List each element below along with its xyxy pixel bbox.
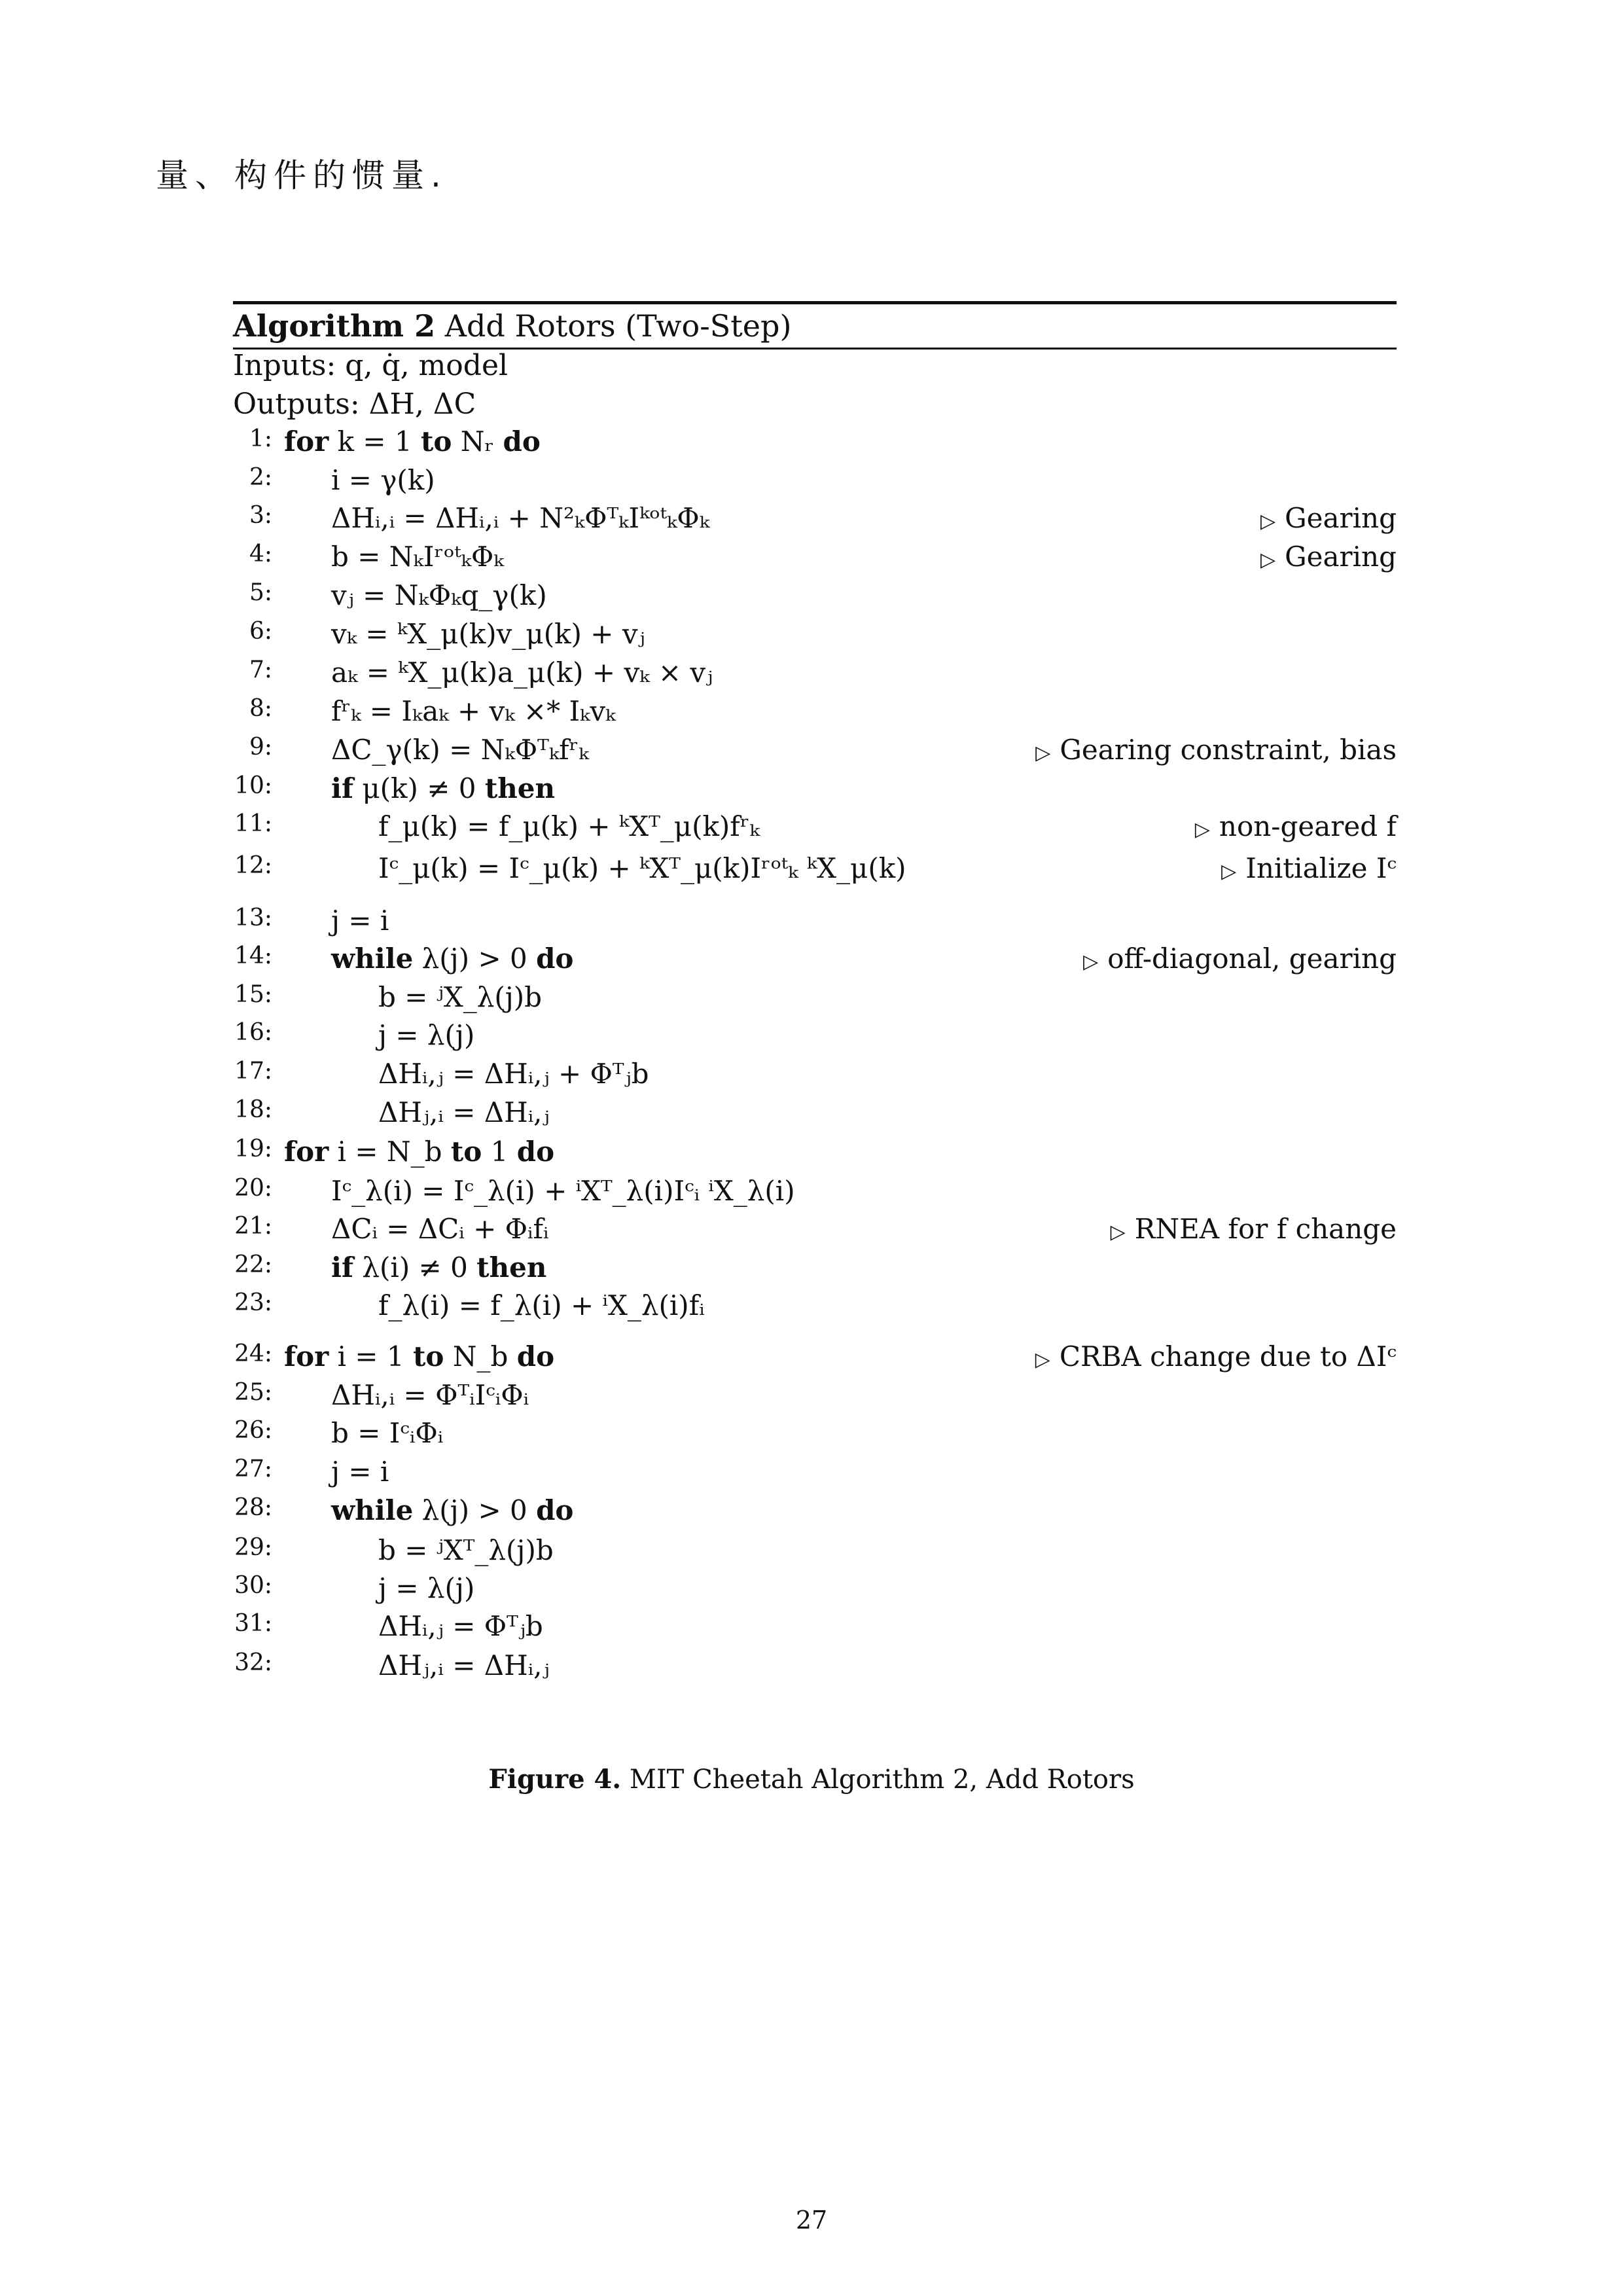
- line-statement: vⱼ = NₖΦₖq_γ(k): [331, 579, 547, 611]
- algorithm-line: [233, 1649, 1397, 1686]
- algorithm-line: [233, 734, 1397, 770]
- comment-triangle-icon: ▷: [1083, 950, 1099, 973]
- line-statement: ΔC_γ(k) = NₖΦᵀₖfʳₖ: [331, 734, 589, 766]
- line-statement: b = IᶜᵢΦᵢ: [331, 1417, 444, 1449]
- line-number: 24:: [234, 1340, 272, 1367]
- line-number: 30:: [234, 1572, 272, 1599]
- line-statement: while λ(j) > 0 do: [331, 942, 574, 975]
- line-number: 17:: [234, 1058, 272, 1085]
- algorithm-line: [233, 810, 1397, 847]
- algorithm-line: [233, 1494, 1397, 1531]
- algorithm-line: [233, 1417, 1397, 1454]
- line-statement: b = ʲX_λ(j)b: [378, 981, 543, 1013]
- comment-text: non-geared f: [1219, 810, 1397, 842]
- algorithm-line: [233, 1456, 1397, 1492]
- line-number: 3:: [249, 502, 272, 529]
- comment-text: RNEA for f change: [1134, 1213, 1397, 1245]
- algorithm-name: Add Rotors (Two-Step): [444, 308, 792, 344]
- comment-triangle-icon: ▷: [1194, 818, 1210, 841]
- algorithm-line: [233, 1175, 1397, 1211]
- algorithm-line: [233, 1534, 1397, 1571]
- comment-text: CRBA change due to ΔIᶜ: [1059, 1340, 1397, 1372]
- algorithm-title: [233, 304, 1397, 348]
- line-number: 4:: [249, 541, 272, 567]
- comment-text: Gearing constraint, bias: [1060, 734, 1397, 766]
- line-comment: [1221, 852, 1397, 884]
- inputs-line: Inputs: q, q̇, model: [233, 349, 508, 382]
- algorithm-line: [233, 502, 1397, 539]
- line-number: 25:: [234, 1379, 272, 1406]
- caption-label: Figure 4.: [488, 1764, 622, 1795]
- algorithm-line: [233, 1572, 1397, 1609]
- line-number: 19:: [234, 1136, 272, 1162]
- line-statement: for k = 1 to Nᵣ do: [284, 425, 541, 457]
- line-statement: b = ʲXᵀ_λ(j)b: [378, 1534, 554, 1566]
- line-number: 12:: [234, 852, 272, 879]
- line-number: 32:: [234, 1649, 272, 1676]
- line-statement: for i = 1 to N_b do: [284, 1340, 555, 1372]
- line-number: 8:: [249, 695, 272, 722]
- line-number: 2:: [249, 464, 272, 491]
- algorithm-line: [233, 942, 1397, 979]
- comment-triangle-icon: ▷: [1260, 510, 1276, 533]
- line-comment: [1035, 1340, 1397, 1372]
- line-statement: fʳₖ = Iₖaₖ + vₖ ×* Iₖvₖ: [331, 695, 616, 727]
- line-number: 13:: [234, 905, 272, 931]
- line-statement: Iᶜ_μ(k) = Iᶜ_μ(k) + ᵏXᵀ_μ(k)Iʳᵒᵗₖ ᵏX_μ(k): [378, 852, 906, 884]
- algorithm-line: [233, 1213, 1397, 1249]
- line-statement: if λ(i) ≠ 0 then: [331, 1251, 547, 1283]
- line-number: 6:: [249, 618, 272, 645]
- algorithm-line: [233, 1251, 1397, 1288]
- line-comment: [1260, 502, 1397, 534]
- line-number: 1:: [249, 425, 272, 452]
- intro-text: 量、构件的惯量.: [156, 156, 448, 194]
- line-statement: ΔHⱼ,ᵢ = ΔHᵢ,ⱼ: [378, 1096, 550, 1128]
- page-number: 27: [795, 2206, 828, 2234]
- line-number: 7:: [249, 656, 272, 683]
- algorithm-label: Algorithm 2: [233, 308, 436, 344]
- line-statement: if μ(k) ≠ 0 then: [331, 772, 556, 804]
- algorithm-line: [233, 425, 1397, 462]
- algorithm-line: [233, 852, 1397, 889]
- algorithm-line: [233, 905, 1397, 941]
- algorithm-line: [233, 1096, 1397, 1133]
- line-statement: Iᶜ_λ(i) = Iᶜ_λ(i) + ⁱXᵀ_λ(i)Iᶜᵢ ⁱX_λ(i): [331, 1175, 795, 1207]
- line-number: 10:: [234, 772, 272, 799]
- comment-triangle-icon: ▷: [1221, 860, 1237, 883]
- caption-text: MIT Cheetah Algorithm 2, Add Rotors: [629, 1765, 1135, 1795]
- algorithm-header: [233, 301, 1397, 350]
- algorithm-line: [233, 541, 1397, 577]
- line-statement: j = i: [331, 905, 389, 937]
- algorithm-line: [233, 464, 1397, 501]
- line-number: 20:: [234, 1175, 272, 1202]
- comment-triangle-icon: ▷: [1035, 1348, 1050, 1371]
- line-comment: [1195, 810, 1397, 842]
- line-comment: [1083, 942, 1397, 975]
- line-number: 26:: [234, 1417, 272, 1444]
- algorithm-line: [233, 1379, 1397, 1416]
- comment-triangle-icon: ▷: [1260, 548, 1276, 571]
- figure-caption: [0, 1764, 1623, 1795]
- line-number: 9:: [249, 734, 272, 761]
- outputs-line: Outputs: ΔH, ΔC: [233, 387, 476, 421]
- algorithm-line: [233, 1289, 1397, 1326]
- comment-text: Gearing: [1285, 502, 1397, 534]
- algorithm-line: [233, 695, 1397, 732]
- algorithm-line: [233, 579, 1397, 616]
- line-statement: i = γ(k): [331, 464, 435, 496]
- line-statement: for i = N_b to 1 do: [284, 1136, 555, 1168]
- line-comment: [1111, 1213, 1397, 1245]
- algorithm-line: [233, 1019, 1397, 1056]
- line-number: 23:: [234, 1289, 272, 1316]
- line-number: 18:: [234, 1096, 272, 1123]
- line-statement: ΔCᵢ = ΔCᵢ + Φᵢfᵢ: [331, 1213, 549, 1245]
- comment-triangle-icon: ▷: [1035, 742, 1051, 764]
- line-statement: j = i: [331, 1456, 389, 1488]
- line-comment: [1260, 541, 1397, 573]
- algorithm-line: [233, 1610, 1397, 1647]
- line-statement: ΔHᵢ,ⱼ = Φᵀⱼb: [378, 1610, 543, 1642]
- line-number: 16:: [234, 1019, 272, 1046]
- algorithm-line: [233, 618, 1397, 655]
- line-number: 29:: [234, 1534, 272, 1561]
- line-statement: aₖ = ᵏX_μ(k)a_μ(k) + vₖ × vⱼ: [331, 656, 713, 689]
- algorithm-line: [233, 656, 1397, 693]
- comment-triangle-icon: ▷: [1110, 1221, 1126, 1244]
- line-statement: ΔHⱼ,ᵢ = ΔHᵢ,ⱼ: [378, 1649, 550, 1681]
- line-statement: ΔHᵢ,ᵢ = ΔHᵢ,ᵢ + N²ₖΦᵀₖIᵏᵒᵗₖΦₖ: [331, 502, 710, 534]
- line-number: 31:: [234, 1610, 272, 1637]
- line-number: 15:: [234, 981, 272, 1008]
- algorithm-line: [233, 981, 1397, 1018]
- line-statement: ΔHᵢ,ᵢ = ΦᵀᵢIᶜᵢΦᵢ: [331, 1379, 529, 1411]
- comment-text: Gearing: [1285, 541, 1397, 573]
- line-number: 14:: [234, 942, 272, 969]
- line-statement: ΔHᵢ,ⱼ = ΔHᵢ,ⱼ + Φᵀⱼb: [378, 1058, 649, 1090]
- line-statement: b = NₖIʳᵒᵗₖΦₖ: [331, 541, 504, 573]
- comment-text: off-diagonal, gearing: [1107, 942, 1397, 975]
- line-statement: vₖ = ᵏX_μ(k)v_μ(k) + vⱼ: [331, 618, 645, 650]
- comment-text: Initialize Iᶜ: [1245, 852, 1397, 884]
- line-statement: f_λ(i) = f_λ(i) + ⁱX_λ(i)fᵢ: [378, 1289, 705, 1321]
- algorithm-line: [233, 1058, 1397, 1094]
- algorithm-line: [233, 772, 1397, 809]
- line-statement: while λ(j) > 0 do: [331, 1494, 574, 1526]
- algorithm-line: [233, 1136, 1397, 1172]
- line-statement: j = λ(j): [378, 1572, 475, 1604]
- line-number: 27:: [234, 1456, 272, 1482]
- line-number: 28:: [234, 1494, 272, 1521]
- line-number: 21:: [234, 1213, 272, 1240]
- line-comment: [1035, 734, 1397, 766]
- line-statement: f_μ(k) = f_μ(k) + ᵏXᵀ_μ(k)fʳₖ: [378, 810, 760, 842]
- line-number: 5:: [249, 579, 272, 606]
- line-number: 11:: [234, 810, 272, 837]
- line-statement: j = λ(j): [378, 1019, 475, 1051]
- line-number: 22:: [234, 1251, 272, 1278]
- algorithm-line: [233, 1340, 1397, 1377]
